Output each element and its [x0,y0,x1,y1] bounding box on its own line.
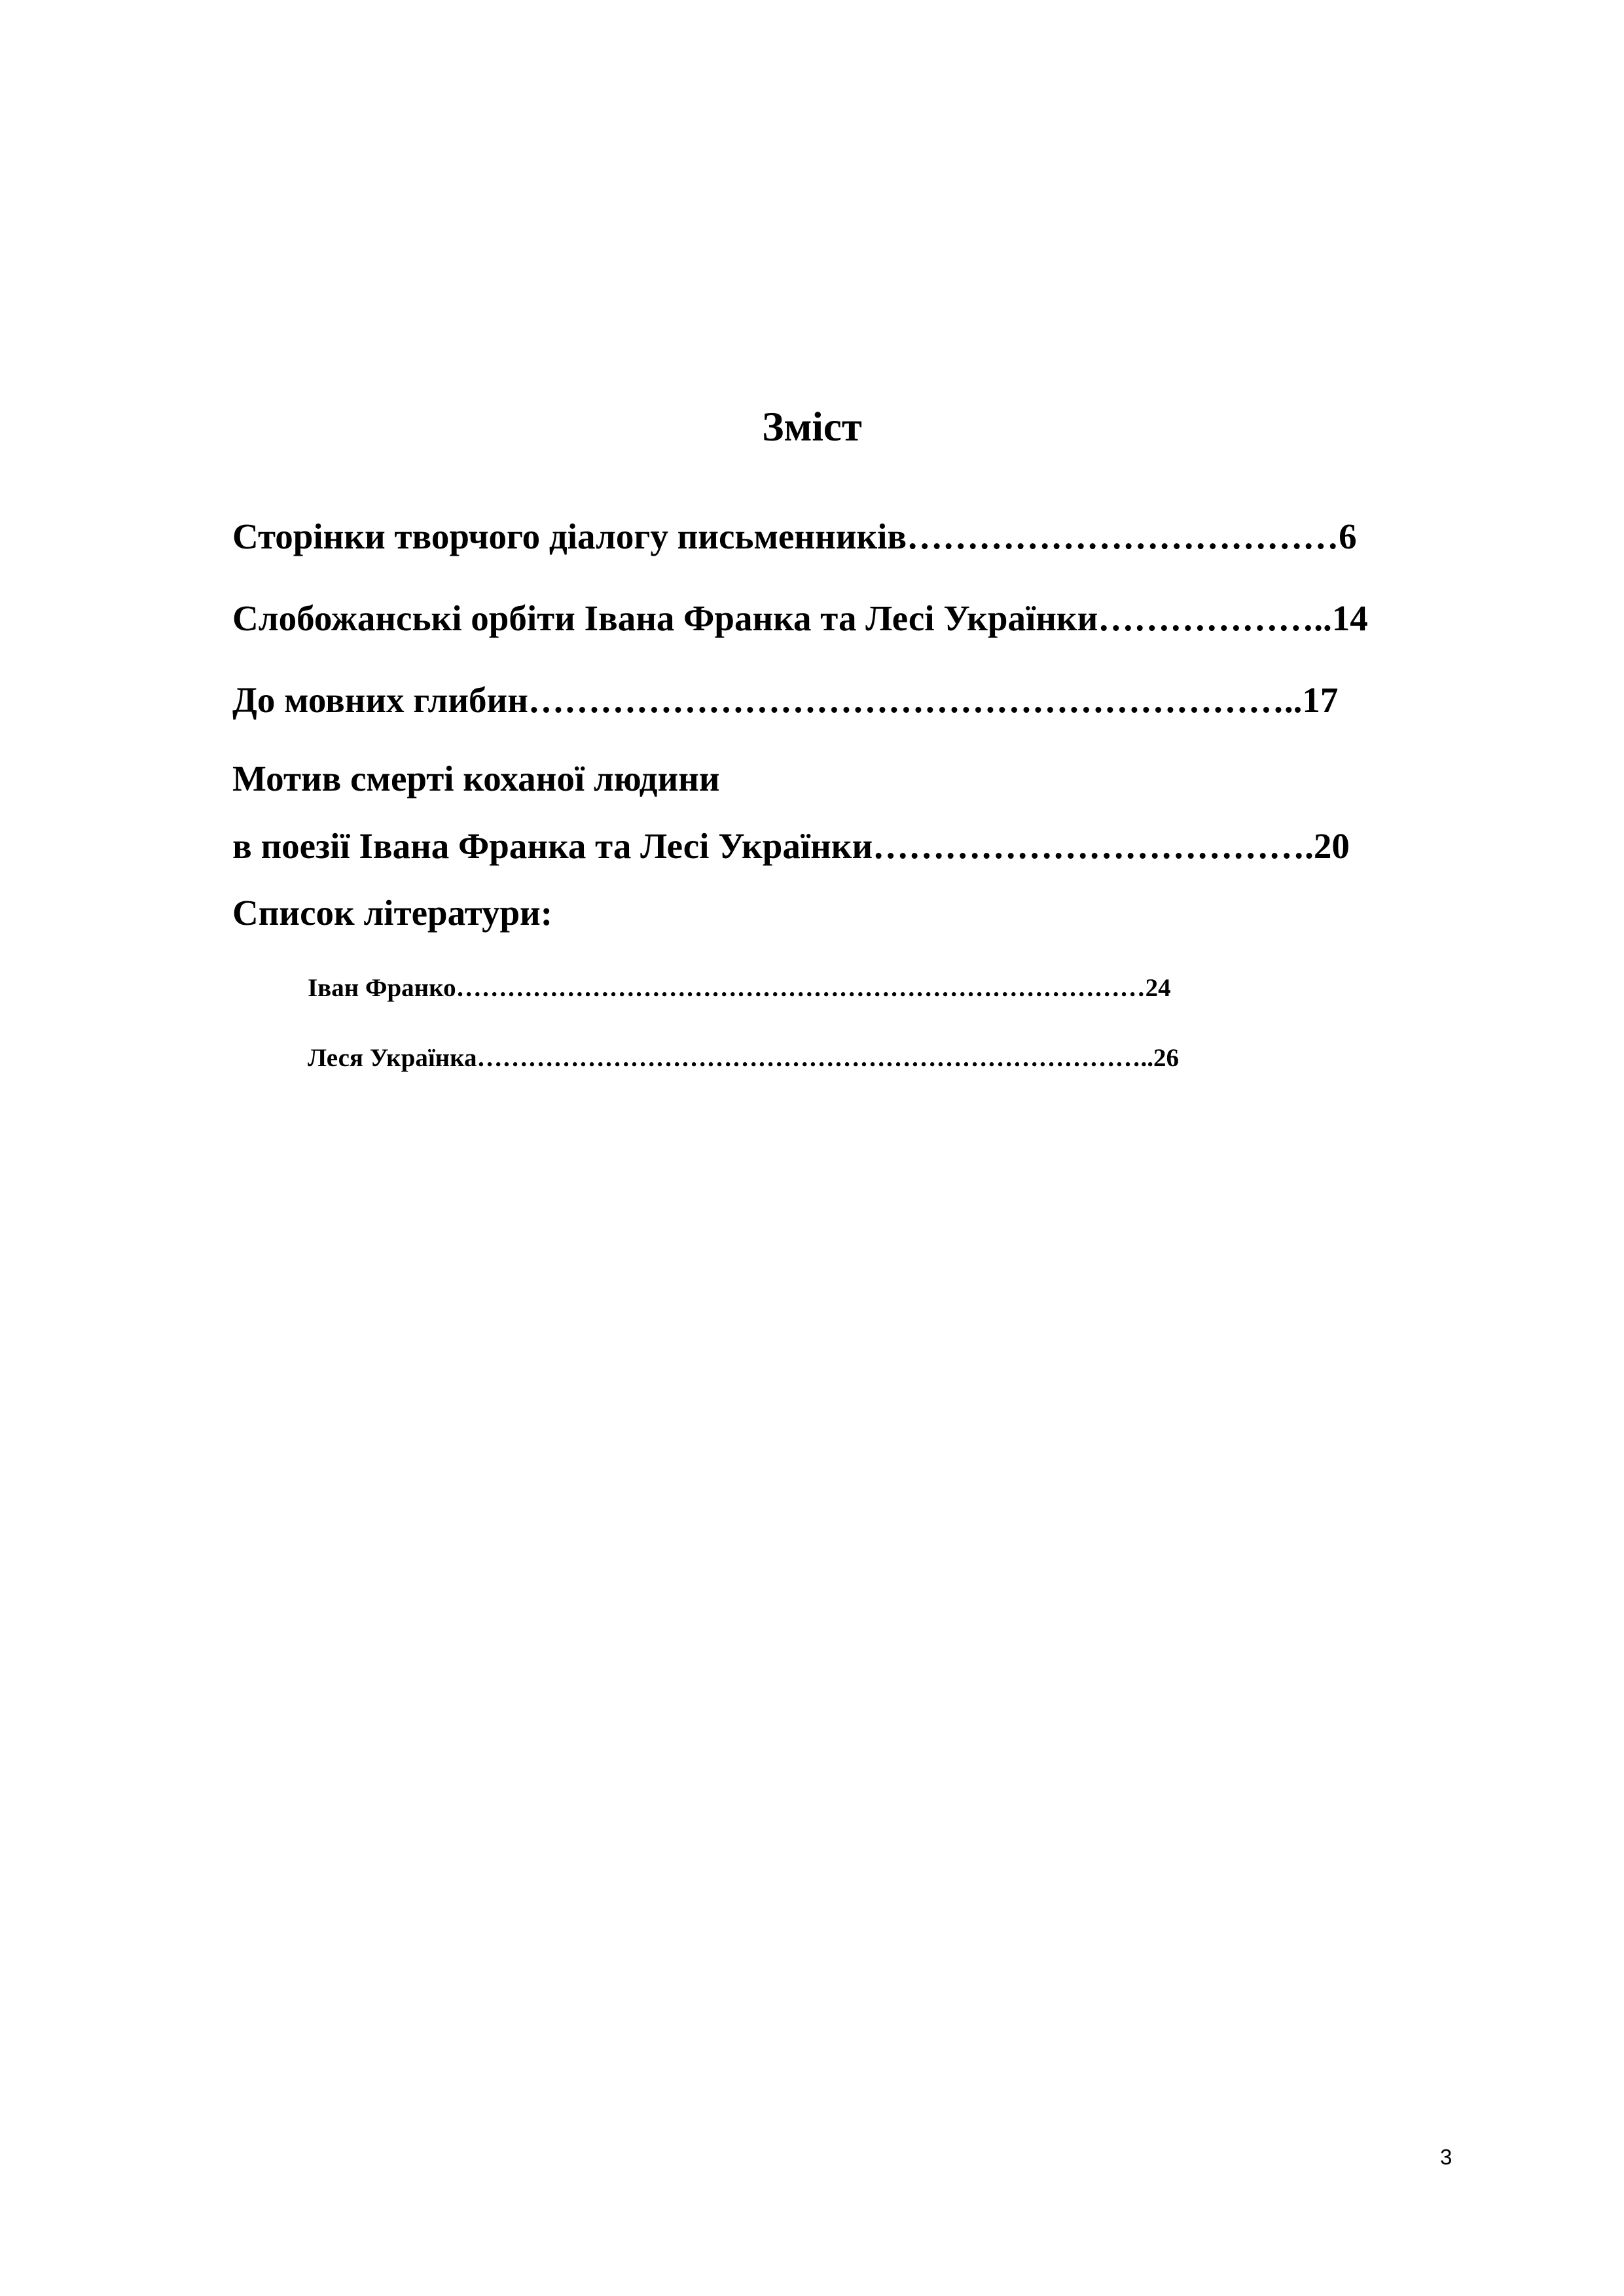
toc-entry-creative-dialogue: Сторінки творчого діалогу письменників………………………………6 [232,516,1357,556]
toc-entry-language-depths: До мовних глибин………………………………………………………..17 [232,680,1339,720]
toc-subentry-ivan-franko: Іван Франко………………………………………………………………………24 [308,974,1171,1002]
toc-entry-bibliography: Список літератури: [232,893,553,933]
toc-entry-death-motif-line1: Мотив смерті коханої людини [232,759,720,798]
toc-entry-death-motif-line2: в поезії Івана Франка та Лесі Українки……………………………….20 [232,826,1350,866]
toc-entry-slobozhanski-orbits: Слобожанські орбіти Івана Франка та Лесі Українки………………..14 [232,598,1368,638]
page-number: 3 [1440,2145,1453,2169]
toc-title: Зміст [762,404,862,450]
toc-subentry-lesya-ukrainka: Леся Українка……………………………………………………………………..26 [308,1044,1180,1072]
